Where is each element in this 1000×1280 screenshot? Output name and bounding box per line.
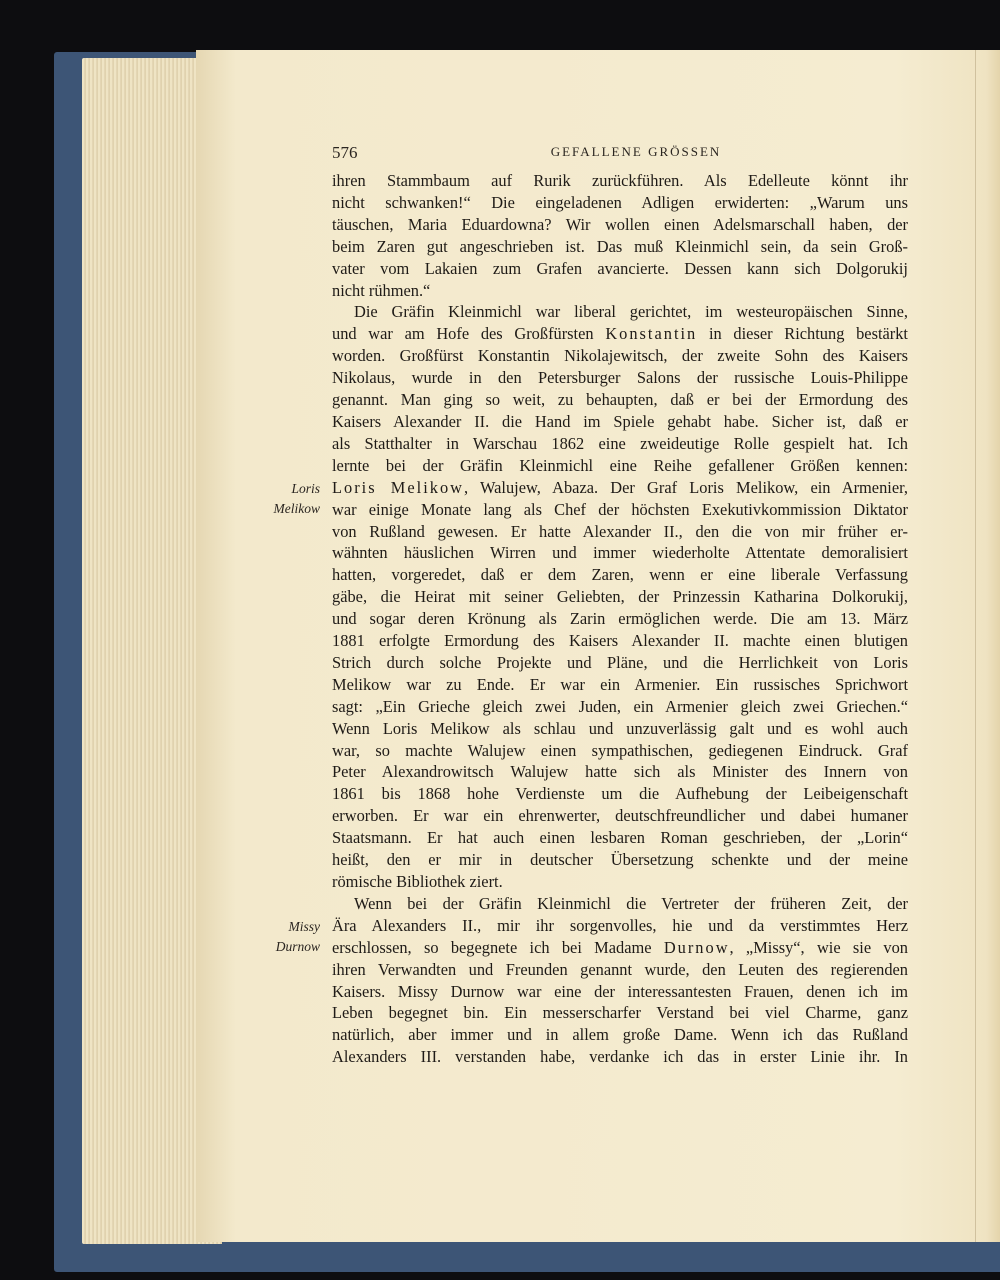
text-line: war einige Monate lang als Chef der höchsten Exekutivkommission Diktator bbox=[332, 499, 908, 519]
text-line: wähnten häuslichen Wirren und immer wiederholte Attentate demoralisiert bbox=[332, 543, 908, 563]
gutter-shadow bbox=[975, 50, 976, 1242]
emphasized-name: Loris Melikow bbox=[332, 477, 464, 497]
text-line: Wenn bei der Gräfin Kleinmichl die Vertreter der früheren Zeit, der bbox=[354, 893, 908, 913]
text-line: ihren Verwandten und Freunden genannt wurde, den Leuten des regierenden bbox=[332, 959, 908, 979]
page-number: 576 bbox=[332, 143, 358, 162]
text-line: von Rußland gewesen. Er hatte Alexander II., den die von mir früher er- bbox=[332, 521, 908, 541]
page-header bbox=[332, 143, 908, 163]
text-line: nicht rühmen.“ bbox=[332, 280, 431, 300]
text-line: erworben. Er war ein ehrenwerter, deutschfreundlicher und dabei humaner bbox=[332, 806, 908, 826]
emphasized-name: Durnow bbox=[663, 937, 730, 957]
emphasized-name: Konstantin bbox=[605, 324, 698, 344]
text-line: Strich durch solche Projekte und Pläne, und die Herrlichkeit von Loris bbox=[332, 652, 908, 672]
body-text bbox=[332, 170, 908, 1068]
running-head: GEFALLENE GRÖSSEN bbox=[550, 144, 722, 159]
text-line: worden. Großfürst Konstantin Nikolajewitsch, der zweite Sohn des Kaisers bbox=[332, 346, 908, 366]
margin-note-line: Missy bbox=[288, 919, 320, 934]
text-line: 1881 erfolgte Ermordung des Kaisers Alexander II. machte einen blutigen bbox=[332, 631, 908, 651]
text-line: hatten, vorgeredet, daß er dem Zaren, wenn er eine liberale Verfassung bbox=[332, 565, 908, 585]
text-line: Ära Alexanders II., mir ihr sorgenvolles, hie und da verstimmtes Herz bbox=[332, 915, 908, 935]
text-line: Peter Alexandrowitsch Walujew hatte sich als Minister des Innern von bbox=[332, 762, 908, 782]
text-line: vater vom Lakaien zum Grafen avancierte. Dessen kann sich Dolgorukij bbox=[332, 258, 908, 278]
text-line: gäbe, die Heirat mit seiner Geliebten, der Prinzessin Katharina Dolkorukij, bbox=[332, 587, 908, 607]
text-line: natürlich, aber immer und in allem große Dame. Wenn ich das Rußland bbox=[332, 1025, 908, 1045]
text-line: Alexanders III. verstanden habe, verdanke ich das in erster Linie ihr. In bbox=[332, 1047, 908, 1067]
text-line: Leben begegnet bin. Ein messerscharfer Verstand bei viel Charme, ganz bbox=[332, 1003, 908, 1023]
text-line: war, so machte Walujew einen sympathischen, gediegenen Eindruck. Graf bbox=[332, 740, 908, 760]
text-line: Kaisers Alexander II. die Hand im Spiele gehabt habe. Sicher ist, daß er bbox=[332, 411, 908, 431]
margin-note-line: Durnow bbox=[275, 939, 320, 954]
text-line: Melikow war zu Ende. Er war ein Armenier. Ein russisches Sprichwort bbox=[332, 674, 908, 694]
text-line: genannt. Man ging so weit, zu behaupten, daß er bei der Ermordung des bbox=[332, 390, 908, 410]
text-line: Wenn Loris Melikow als schlau und unzuverlässig galt und es wohl auch bbox=[332, 718, 908, 738]
text-run: , „Missy“, wie sie von bbox=[729, 937, 908, 957]
margin-note-line: Melikow bbox=[273, 501, 320, 516]
text-line: Die Gräfin Kleinmichl war liberal gerichtet, im westeuropäischen Sinne, bbox=[354, 302, 908, 322]
text-line: Kaisers. Missy Durnow war eine der interessantesten Frauen, denen ich im bbox=[332, 981, 908, 1001]
text-line: als Statthalter in Warschau 1862 eine zweideutige Rolle gespielt hat. Ich bbox=[332, 433, 908, 453]
margin-note-loris-melikow bbox=[248, 479, 320, 519]
text-line: römische Bibliothek ziert. bbox=[332, 872, 503, 891]
text-line: lernte bei der Gräfin Kleinmichl eine Reihe gefallener Größen kennen: bbox=[332, 455, 908, 475]
text-line: beim Zaren gut angeschrieben ist. Das muß Kleinmichl sein, da sein Groß- bbox=[332, 236, 908, 256]
text-run: und war am Hofe des Großfürsten bbox=[332, 324, 606, 344]
text-line: und sogar deren Krönung als Zarin ermöglichen werde. Die am 13. März bbox=[332, 609, 908, 629]
text-line: 1861 bis 1868 hohe Verdienste um die Aufhebung der Leibeigenschaft bbox=[332, 784, 908, 804]
text-run: in dieser Richtung bestärkt bbox=[697, 324, 908, 344]
margin-note-line: Loris bbox=[291, 481, 320, 496]
text-line bbox=[332, 323, 908, 345]
text-line: sagt: „Ein Grieche gleich zwei Juden, ein Armenier gleich zwei Griechen.“ bbox=[332, 696, 908, 716]
text-line: Staatsmann. Er hat auch einen lesbaren Roman geschrieben, der „Lorin“ bbox=[332, 828, 908, 848]
text-line: täuschen, Maria Eduardowna? Wir wollen einen Adelsmarschall haben, der bbox=[332, 214, 908, 234]
text-line bbox=[332, 477, 908, 499]
text-line: Nikolaus, wurde in den Petersburger Salons der russische Louis-Philippe bbox=[332, 368, 908, 388]
text-line: ihren Stammbaum auf Rurik zurückführen. Als Edelleute könnt ihr bbox=[332, 171, 908, 190]
text-run: erschlossen, so begegnete ich bei Madame bbox=[332, 937, 664, 957]
text-line: nicht schwanken!“ Die eingeladenen Adligen erwiderten: „Warum uns bbox=[332, 192, 908, 212]
text-line bbox=[332, 937, 908, 959]
text-line: heißt, den er mir in deutscher Übersetzung schenkte und der meine bbox=[332, 850, 908, 870]
margin-note-missy-durnow bbox=[248, 917, 320, 957]
text-run: , Walujew, Abaza. Der Graf Loris Melikow, ein Armenier, bbox=[463, 477, 908, 497]
